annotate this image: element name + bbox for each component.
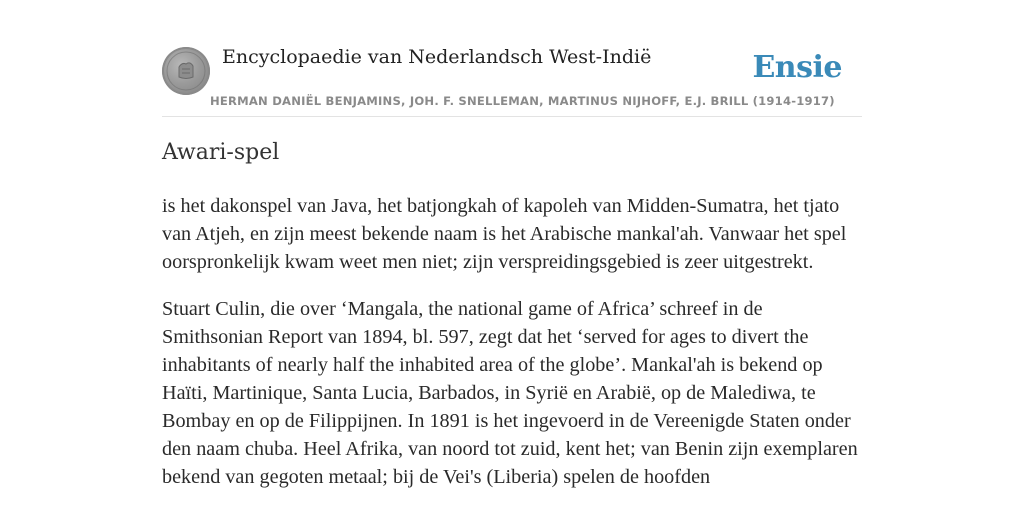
entry-body: [162, 192, 862, 510]
entry-paragraph-1: is het dakonspel van Java, het batjongkah of kapoleh van Midden-Sumatra, het tjato van Atjeh, en zijn meest bekende naam is het Arabische mankal'ah. Vanwaar het spel oorspronkelijk kwam weet men niet; zijn verspreidingsgebied is zeer uitgestrekt.: [162, 195, 847, 273]
source-title[interactable]: Encyclopaedie van Nederlandsch West-Indië: [222, 46, 652, 68]
coin-seal-icon[interactable]: [162, 47, 210, 95]
source-credits: HERMAN DANIËL BENJAMINS, JOH. F. SNELLEMAN, MARTINUS NIJHOFF, E.J. BRILL (1914-1917): [210, 94, 835, 108]
content-column: [162, 0, 862, 488]
brand-logo[interactable]: Ensie: [752, 50, 842, 85]
entry-title: Awari-spel: [162, 140, 280, 165]
entry-paragraph-2: Stuart Culin, die over ‘Mangala, the national game of Africa’ schreef in de Smithsonian Report van 1894, bl. 597, zegt dat het ‘served for ages to divert the inhabitants of nearly half the inhabited area of the globe’. Mankal'ah is bekend op Haïti, Martinique, Santa Lucia, Barbados, in Syrië en Arabië, op de Malediwa, te Bombay en op de Filippijnen. In 1891 is het ingevoerd in de Vereenigde Staten onder den naam chuba. Heel Afrika, van noord tot zuid, kent het; van Benin zijn exemplaren bekend van gegoten metaal; bij de Vei's (Liberia) spelen de hoofden: [162, 298, 858, 488]
source-header: [162, 0, 862, 117]
